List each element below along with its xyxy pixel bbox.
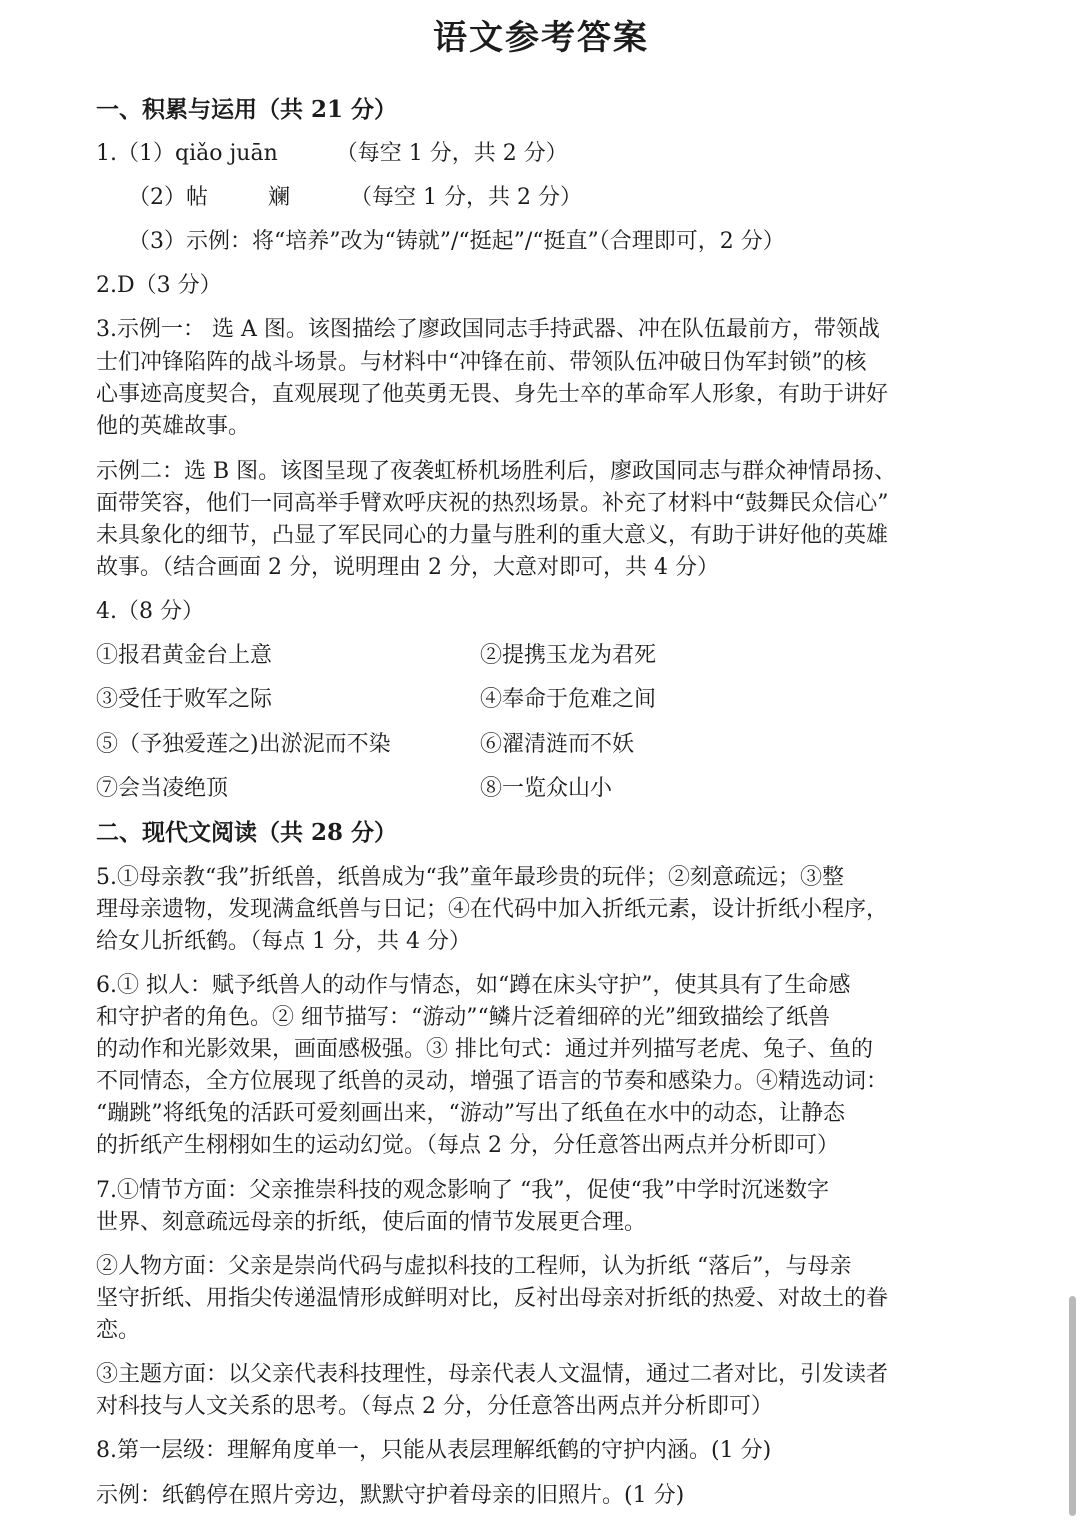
answer-4-item: ②提携玉龙为君死 xyxy=(480,643,657,668)
answer-3-line: 未具象化的细节，凸显了军民同心的力量与胜利的重大意义，有助于讲好他的英雄 xyxy=(96,523,889,548)
answer-8-line: 示例：纸鹤停在照片旁边，默默守护着母亲的旧照片。(1 分) xyxy=(96,1483,685,1508)
answer-7-line: 坚守折纸、用指尖传递温情形成鲜明对比，反衬出母亲对折纸的热爱、对故土的眷 xyxy=(96,1286,889,1311)
answer-2: 2.D（3 分） xyxy=(96,273,222,298)
answer-1-2-score: （每空 1 分，共 2 分） xyxy=(350,185,582,210)
answer-document xyxy=(96,0,996,1526)
answer-6-line: 和守护者的角色。② 细节描写：“游动”“鳞片泛着细碎的光”细致描绘了纸兽 xyxy=(96,1005,830,1030)
answer-4-item: ⑤（予独爱莲之)出淤泥而不染 xyxy=(96,732,391,757)
answer-8-line: 8.第一层级：理解角度单一，只能从表层理解纸鹤的守护内涵。(1 分) xyxy=(96,1438,772,1463)
answer-3-line: 士们冲锋陷阵的战斗场景。与材料中“冲锋在前、带领队伍冲破日伪军封锁”的核 xyxy=(96,350,867,375)
answer-7-line: 对科技与人文关系的思考。（每点 2 分，分任意答出两点并分析即可） xyxy=(96,1394,773,1419)
answer-3-line: 3.示例一： 选 A 图。该图描绘了廖政国同志手持武器、冲在队伍最前方，带领战 xyxy=(96,317,880,342)
answer-6-line: 6.① 拟人：赋予纸兽人的动作与情态，如“蹲在床头守护”，使其具有了生命感 xyxy=(96,973,851,998)
answer-6-line: 的折纸产生栩栩如生的运动幻觉。（每点 2 分，分任意答出两点并分析即可） xyxy=(96,1133,839,1158)
answer-4-item: ①报君黄金台上意 xyxy=(96,643,273,668)
answer-1-1-text: 1.（1）qiǎo juān xyxy=(96,141,278,166)
answer-3-line: 面带笑容，他们一同高举手臂欢呼庆祝的热烈场景。补充了材料中“鼓舞民众信心” xyxy=(96,491,889,516)
answer-3-line: 示例二：选 B 图。该图呈现了夜袭虹桥机场胜利后，廖政国同志与群众神情昂扬、 xyxy=(96,459,897,484)
answer-6-line: 的动作和光影效果，画面感极强。③ 排比句式：通过并列描写老虎、兔子、鱼的 xyxy=(96,1037,873,1062)
answer-1-2-a: （2）帖 xyxy=(128,185,208,210)
answer-1-1-score: （每空 1 分，共 2 分） xyxy=(335,141,568,166)
section-heading-1: 一、积累与运用（共 21 分） xyxy=(96,96,398,123)
answer-6-line: 不同情态，全方位展现了纸兽的灵动，增强了语言的节奏和感染力。④精选动词： xyxy=(96,1069,889,1094)
answer-7-line: 恋。 xyxy=(96,1318,141,1343)
answer-4-heading: 4.（8 分） xyxy=(96,599,204,624)
answer-1-2-b: 斓 xyxy=(268,185,291,210)
vertical-scrollbar-thumb[interactable] xyxy=(1069,1296,1076,1516)
answer-5-line: 给女儿折纸鹤。（每点 1 分，共 4 分） xyxy=(96,929,471,954)
answer-1-2 xyxy=(128,182,582,214)
answer-5-line: 理母亲遗物，发现满盒纸兽与日记；④在代码中加入折纸元素，设计折纸小程序， xyxy=(96,897,889,922)
answer-7-line: 7.①情节方面：父亲推崇科技的观念影响了 “我”，促使“我”中学时沉迷数字 xyxy=(96,1178,829,1203)
answer-4-item: ⑦会当凌绝顶 xyxy=(96,776,229,801)
answer-4-item: ④奉命于危难之间 xyxy=(480,687,657,712)
answer-4-item: ⑥濯清涟而不妖 xyxy=(480,732,635,757)
answer-4-item: ⑧一览众山小 xyxy=(480,776,613,801)
section-heading-2: 二、现代文阅读（共 28 分） xyxy=(96,819,398,846)
answer-6-line: “蹦跳”将纸兔的活跃可爱刻画出来，“游动”写出了纸鱼在水中的动态，让静态 xyxy=(96,1101,845,1126)
answer-3-line: 他的英雄故事。 xyxy=(96,414,251,439)
answer-4-item: ③受任于败军之际 xyxy=(96,687,273,712)
answer-7-line: 世界、刻意疏远母亲的折纸，使后面的情节发展更合理。 xyxy=(96,1210,647,1235)
answer-7-line: ②人物方面：父亲是崇尚代码与虚拟科技的工程师，认为折纸 “落后”，与母亲 xyxy=(96,1254,852,1279)
answer-3-line: 心事迹高度契合，直观展现了他英勇无畏、身先士卒的革命军人形象，有助于讲好 xyxy=(96,382,889,407)
answer-7-line: ③主题方面：以父亲代表科技理性，母亲代表人文温情，通过二者对比，引发读者 xyxy=(96,1362,889,1387)
answer-3-line: 故事。（结合画面 2 分，说明理由 2 分，大意对即可，共 4 分） xyxy=(96,555,719,580)
answer-1-3: （3）示例：将“培养”改为“铸就”/“挺起”/“挺直”（合理即可，2 分） xyxy=(128,229,785,254)
answer-5-line: 5.①母亲教“我”折纸兽，纸兽成为“我”童年最珍贵的玩伴；②刻意疏远；③整 xyxy=(96,865,844,890)
page-title: 语文参考答案 xyxy=(433,18,649,58)
answer-1-1 xyxy=(96,138,568,170)
